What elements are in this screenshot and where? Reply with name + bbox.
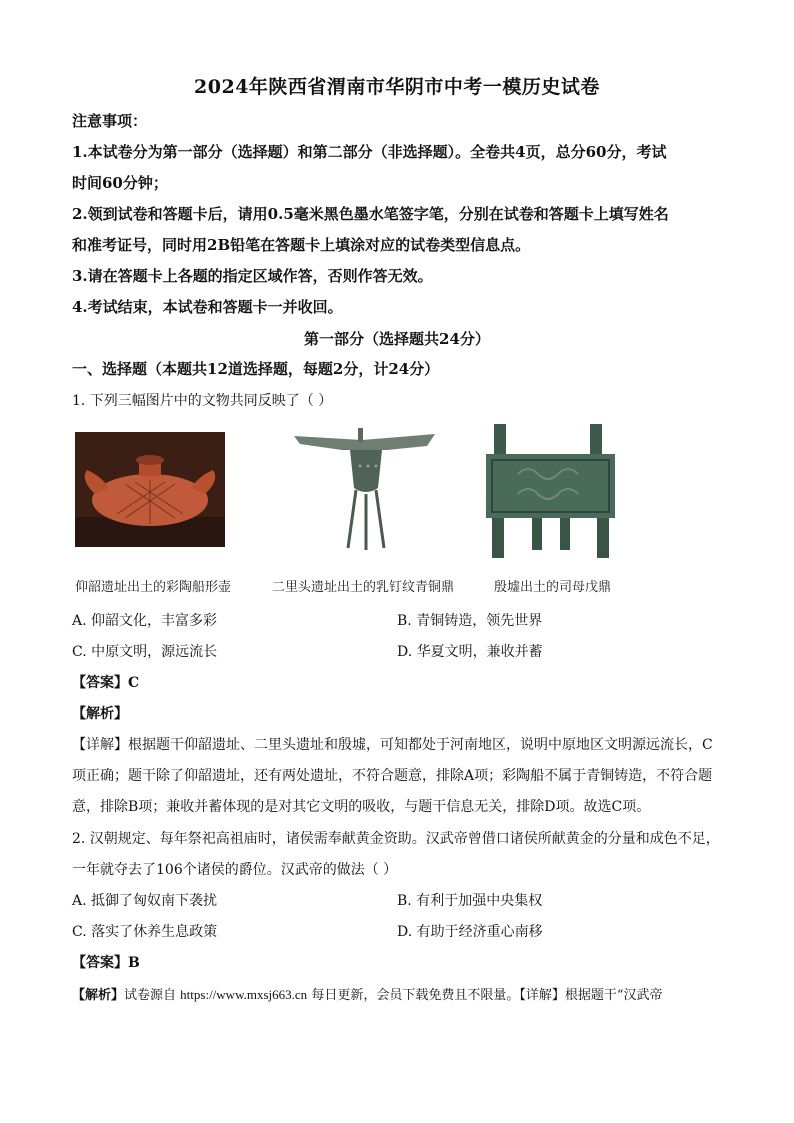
bronze-jue-image (292, 428, 437, 551)
q1-option-a: A. 仰韶文化，丰富多彩 (72, 613, 218, 629)
q1-detail-3: 意，排除B项；兼收并蓄体现的是对其它文明的吸收，与题干信息无关，排除D项。故选C项。 (72, 799, 651, 815)
q2-option-b: B. 有利于加强中央集权 (397, 893, 543, 909)
q2-answer: 【答案】B (72, 955, 140, 971)
figure-caption-3: 殷墟出土的司母戊鼎 (494, 580, 612, 595)
figure-caption-2: 二里头遗址出土的乳钉纹青铜鼎 (272, 580, 455, 595)
simuwu-ding-image (478, 418, 623, 566)
q2-option-c: C. 落实了休养生息政策 (72, 924, 218, 940)
source-link[interactable]: https://www.mxsj663.cn (180, 987, 308, 1002)
q2-analysis-line (72, 984, 722, 1003)
q1-answer: 【答案】C (72, 675, 140, 691)
notice-line-2: 时间60分钟； (72, 174, 168, 192)
q2-analysis-source: 试卷源自 (124, 988, 177, 1003)
notice-line-1: 1.本试卷分为第一部分（选择题）和第二部分（非选择题）。全卷共4页，总分60分，考试 (72, 143, 667, 161)
q1-detail-1: 【详解】根据题干仰韶遗址、二里头遗址和殷墟，可知都处于河南地区，说明中原地区文明源远流长，C (72, 737, 713, 753)
notice-line-4: 和准考证号，同时用2B铅笔在答题卡上填涂对应的试卷类型信息点。 (72, 236, 531, 254)
notice-line-6: 4.考试结束，本试卷和答题卡一并收回。 (72, 298, 343, 316)
q1-detail-2: 项正确；题干除了仰韶遗址，还有两处遗址，不符合题意，排除A项；彩陶船不属于青铜铸造，不符合题 (72, 768, 713, 784)
q2-option-a: A. 抵御了匈奴南下袭扰 (72, 893, 218, 909)
q1-stem: 1. 下列三幅图片中的文物共同反映了（ ） (72, 393, 333, 409)
notice-line-3: 2.领到试卷和答题卡后，请用0.5毫米黑色墨水笔签字笔，分别在试卷和答题卡上填写姓名 (72, 205, 669, 223)
notice-line-5: 3.请在答题卡上各题的指定区域作答，否则作答无效。 (72, 267, 433, 285)
q2-analysis-label: 【解析】 (72, 988, 125, 1003)
section-heading: 一、选择题（本题共12道选择题，每题2分，计24分） (72, 360, 440, 378)
part1-heading: 第一部分（选择题共24分） (304, 330, 490, 348)
q2-stem-1: 2. 汉朝规定、每年祭祀高祖庙时，诸侯需奉献黄金资助。汉武帝曾借口诸侯所献黄金的分量和成色不足， (72, 831, 720, 847)
q2-analysis-tail: 每日更新，会员下载免费且不限量。【详解】根据题干“汉武帝 (311, 988, 663, 1003)
q1-analysis-label: 【解析】 (72, 706, 128, 722)
q1-option-b: B. 青铜铸造，领先世界 (397, 613, 543, 629)
notice-heading: 注意事项： (72, 112, 148, 130)
page-title: 2024年陕西省渭南市华阴市中考一模历史试卷 (194, 76, 600, 98)
pottery-boat-pot-image (75, 432, 225, 547)
q1-option-c: C. 中原文明，源远流长 (72, 644, 218, 660)
q2-option-d: D. 有助于经济重心南移 (397, 924, 543, 940)
figure-caption-1: 仰韶遗址出土的彩陶船形壶 (75, 580, 232, 595)
q1-option-d: D. 华夏文明，兼收并蓄 (397, 644, 543, 660)
q2-stem-2: 一年就夺去了106个诸侯的爵位。汉武帝的做法（ ） (72, 862, 398, 878)
